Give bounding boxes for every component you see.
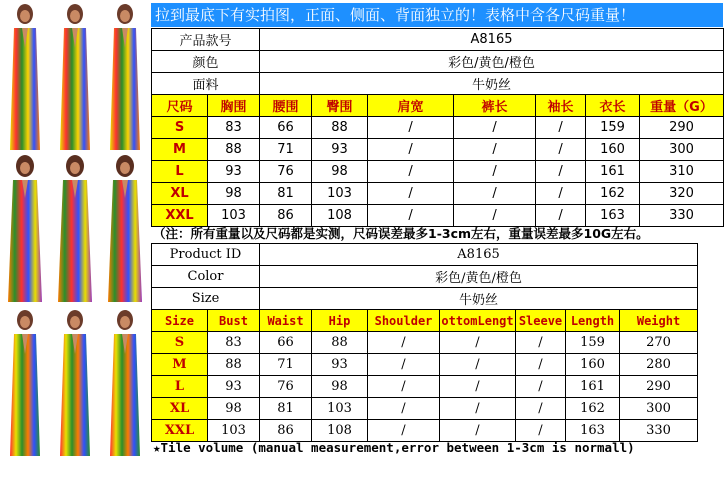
header-cell: 腰围 xyxy=(260,95,312,117)
notice-banner: 拉到最底下有实拍图，正面、侧面、背面独立的！表格中含各尺码重量！ xyxy=(151,3,723,27)
table-cell: / xyxy=(440,332,516,354)
table-cell: / xyxy=(368,354,440,376)
table-cell: 300 xyxy=(620,398,698,420)
table-cell: 161 xyxy=(566,376,620,398)
measurement-note-en xyxy=(153,440,635,455)
product-photo xyxy=(100,152,150,302)
table-cell: / xyxy=(368,161,454,183)
product-photo xyxy=(50,306,100,456)
size-cell: XXL xyxy=(152,205,208,227)
size-table-cn xyxy=(151,28,724,227)
header-cell: Hip xyxy=(312,310,368,332)
header-cell: Sleeve xyxy=(516,310,566,332)
size-label: Size xyxy=(152,288,260,310)
table-cell: / xyxy=(516,376,566,398)
table-cell: 93 xyxy=(312,354,368,376)
table-cell: / xyxy=(454,161,536,183)
table-cell: 66 xyxy=(260,332,312,354)
table-cell: 71 xyxy=(260,354,312,376)
table-cell: / xyxy=(368,398,440,420)
table-cell: / xyxy=(454,117,536,139)
table-cell: 86 xyxy=(260,420,312,442)
table-cell: 163 xyxy=(586,205,640,227)
table-row xyxy=(152,183,724,205)
header-cell: Shoulder xyxy=(368,310,440,332)
table-cell: 162 xyxy=(586,183,640,205)
header-cell: 尺码 xyxy=(152,95,208,117)
table-cell: 98 xyxy=(312,376,368,398)
table-cell: / xyxy=(368,183,454,205)
product-photo xyxy=(0,152,50,302)
header-cell: 肩宽 xyxy=(368,95,454,117)
table-cell: / xyxy=(454,183,536,205)
table-cell: / xyxy=(368,117,454,139)
table-cell: 161 xyxy=(586,161,640,183)
table-cell: / xyxy=(536,183,586,205)
header-cell: 袖长 xyxy=(536,95,586,117)
size-cell: XL xyxy=(152,183,208,205)
table-row xyxy=(152,376,698,398)
header-cell: ottomLengt xyxy=(440,310,516,332)
header-cell: Size xyxy=(152,310,208,332)
measurement-note-text: Tile volume (manual measurement,error between 1-3cm is normall) xyxy=(160,440,635,455)
table-row xyxy=(152,161,724,183)
table-cell: / xyxy=(536,161,586,183)
table-cell: 160 xyxy=(586,139,640,161)
size-cell: XXL xyxy=(152,420,208,442)
table-cell: 81 xyxy=(260,183,312,205)
header-row xyxy=(152,310,698,332)
size-cell: M xyxy=(152,354,208,376)
table-cell: 162 xyxy=(566,398,620,420)
table-cell: 103 xyxy=(208,420,260,442)
table-row xyxy=(152,420,698,442)
table-row xyxy=(152,139,724,161)
table-cell: / xyxy=(440,398,516,420)
header-cell: 胸围 xyxy=(208,95,260,117)
table-cell: 83 xyxy=(208,332,260,354)
table-cell: / xyxy=(454,205,536,227)
table-cell: / xyxy=(516,332,566,354)
color-label: Color xyxy=(152,266,260,288)
size-cell: S xyxy=(152,332,208,354)
table-cell: 83 xyxy=(208,117,260,139)
header-cell: 臀围 xyxy=(312,95,368,117)
product-photo xyxy=(100,306,150,456)
table-row xyxy=(152,354,698,376)
table-row xyxy=(152,117,724,139)
table-cell: / xyxy=(368,332,440,354)
header-cell: Bust xyxy=(208,310,260,332)
table-cell: / xyxy=(368,139,454,161)
size-table-en xyxy=(151,243,698,442)
table-cell: 71 xyxy=(260,139,312,161)
table-cell: 280 xyxy=(620,354,698,376)
table-cell: / xyxy=(454,139,536,161)
size-cell: M xyxy=(152,139,208,161)
header-cell: 衣长 xyxy=(586,95,640,117)
table-cell: 103 xyxy=(312,398,368,420)
table-row xyxy=(152,332,698,354)
table-cell: 290 xyxy=(640,117,724,139)
color-label: 颜色 xyxy=(152,51,260,73)
header-row xyxy=(152,95,724,117)
table-cell: 108 xyxy=(312,420,368,442)
table-cell: / xyxy=(536,205,586,227)
header-cell: 裤长 xyxy=(454,95,536,117)
table-cell: 93 xyxy=(208,376,260,398)
header-cell: 重量（G） xyxy=(640,95,724,117)
product-id-value: A8165 xyxy=(260,244,698,266)
table-cell: 93 xyxy=(312,139,368,161)
table-cell: / xyxy=(516,398,566,420)
table-cell: / xyxy=(440,354,516,376)
table-cell: 93 xyxy=(208,161,260,183)
fabric-label: 面料 xyxy=(152,73,260,95)
table-cell: / xyxy=(368,420,440,442)
table-cell: 159 xyxy=(586,117,640,139)
size-cell: L xyxy=(152,376,208,398)
product-no-label: 产品款号 xyxy=(152,29,260,51)
table-cell: 159 xyxy=(566,332,620,354)
table-cell: 160 xyxy=(566,354,620,376)
product-photo xyxy=(50,0,100,150)
table-cell: / xyxy=(440,376,516,398)
table-cell: / xyxy=(536,117,586,139)
color-value: 彩色/黄色/橙色 xyxy=(260,266,698,288)
table-cell: 88 xyxy=(312,117,368,139)
table-cell: / xyxy=(516,420,566,442)
table-cell: 103 xyxy=(312,183,368,205)
table-row xyxy=(152,398,698,420)
table-cell: 270 xyxy=(620,332,698,354)
star-icon: ★ xyxy=(153,440,161,455)
table-cell: 86 xyxy=(260,205,312,227)
color-value: 彩色/黄色/橙色 xyxy=(260,51,724,73)
measurement-note-cn: （注：所有重量以及尺码都是实测，尺码误差最多1-3cm左右，重量误差最多10G左右。 xyxy=(153,226,649,241)
table-cell: 290 xyxy=(620,376,698,398)
product-id-label: Product ID xyxy=(152,244,260,266)
size-cell: L xyxy=(152,161,208,183)
table-cell: 66 xyxy=(260,117,312,139)
header-cell: Waist xyxy=(260,310,312,332)
table-cell: / xyxy=(368,376,440,398)
table-cell: 98 xyxy=(208,183,260,205)
table-cell: 103 xyxy=(208,205,260,227)
product-no-value: A8165 xyxy=(260,29,724,51)
size-value: 牛奶丝 xyxy=(260,288,698,310)
size-cell: S xyxy=(152,117,208,139)
table-cell: 108 xyxy=(312,205,368,227)
table-cell: 88 xyxy=(312,332,368,354)
table-cell: 330 xyxy=(640,205,724,227)
size-cell: XL xyxy=(152,398,208,420)
table-cell: 320 xyxy=(640,183,724,205)
header-cell: Length xyxy=(566,310,620,332)
product-photo xyxy=(0,306,50,456)
table-cell: 310 xyxy=(640,161,724,183)
product-photos xyxy=(0,0,150,478)
table-cell: 76 xyxy=(260,161,312,183)
product-photo xyxy=(100,0,150,150)
table-cell: 300 xyxy=(640,139,724,161)
table-cell: 330 xyxy=(620,420,698,442)
product-photo xyxy=(0,0,50,150)
table-cell: 88 xyxy=(208,354,260,376)
product-photo xyxy=(50,152,100,302)
table-cell: 98 xyxy=(208,398,260,420)
table-cell: / xyxy=(516,354,566,376)
table-cell: 98 xyxy=(312,161,368,183)
table-cell: 88 xyxy=(208,139,260,161)
table-cell: / xyxy=(536,139,586,161)
fabric-value: 牛奶丝 xyxy=(260,73,724,95)
table-cell: / xyxy=(368,205,454,227)
table-cell: 81 xyxy=(260,398,312,420)
table-cell: 76 xyxy=(260,376,312,398)
table-cell: / xyxy=(440,420,516,442)
table-cell: 163 xyxy=(566,420,620,442)
header-cell: Weight xyxy=(620,310,698,332)
